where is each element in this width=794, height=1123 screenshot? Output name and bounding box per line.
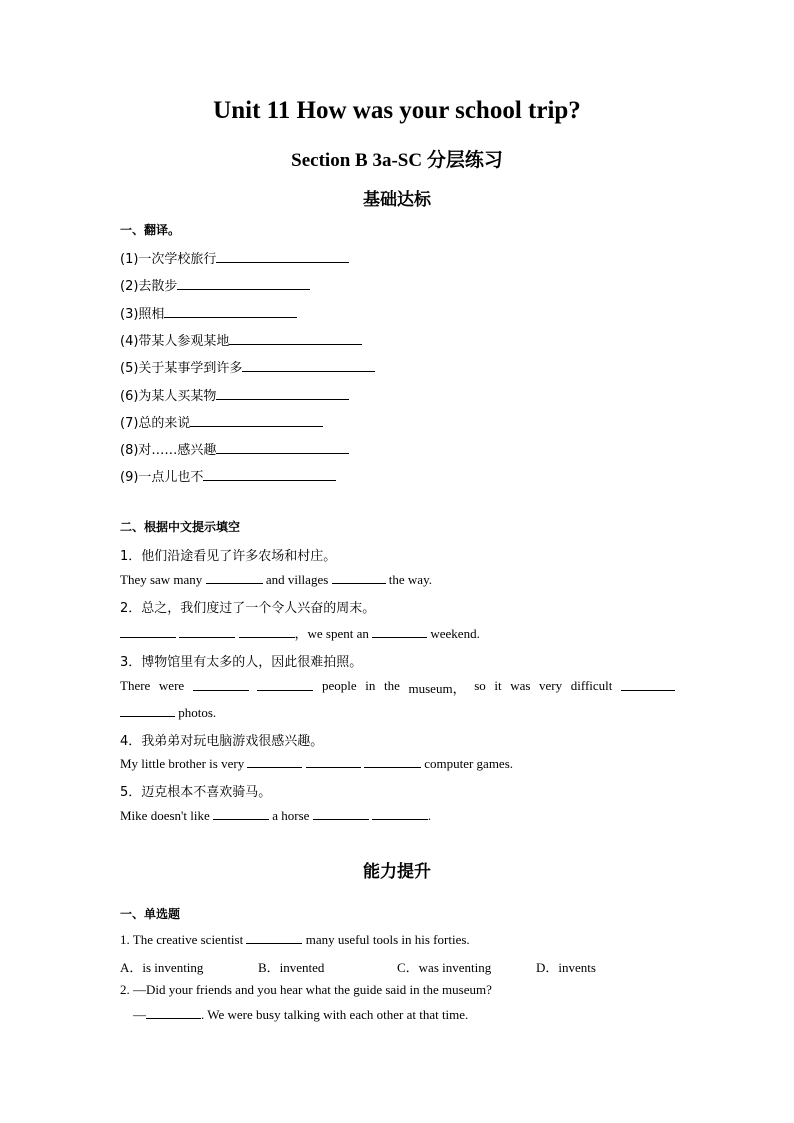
- answer-blank[interactable]: [177, 277, 310, 290]
- answer-blank[interactable]: [216, 441, 349, 454]
- answer-blank[interactable]: [164, 305, 297, 318]
- item-text: (9)一点儿也不: [120, 470, 204, 485]
- mc-q2-reply-text: . We were busy talking with each other at that time.: [201, 1007, 469, 1022]
- q3-word: was: [510, 678, 531, 693]
- q1-text-b: and villages: [262, 572, 332, 587]
- answer-blank[interactable]: [246, 931, 302, 944]
- q2-text-b: weekend.: [427, 626, 480, 641]
- q5-text-b: a horse: [268, 808, 313, 823]
- answer-blank[interactable]: [229, 332, 362, 345]
- q3-word: museum，: [408, 681, 466, 696]
- item-text: (2)去散步: [120, 279, 178, 294]
- q4-chinese: 4．我弟弟对玩电脑游戏很感兴趣。: [120, 734, 324, 749]
- item-text: (5)关于某事学到许多: [120, 361, 243, 376]
- mc-q1-text: 1. The creative scientist: [120, 932, 247, 947]
- mc-question-2-reply: [133, 1006, 468, 1023]
- q2-text-a: ，we spent an: [294, 626, 373, 641]
- item-text: (7)总的来说: [120, 416, 191, 431]
- basic-heading: 基础达标: [363, 190, 431, 210]
- part3-heading: 一、单选题: [120, 907, 181, 921]
- q1-english: [120, 571, 432, 588]
- q2-english: [120, 623, 480, 642]
- page-title: Unit 11 How was your school trip?: [213, 97, 581, 124]
- q3-word: very: [539, 678, 563, 693]
- translate-item-3: [120, 303, 297, 322]
- q3-word: in: [365, 678, 376, 693]
- q3-word: were: [158, 678, 185, 693]
- answer-blank[interactable]: [372, 807, 428, 820]
- answer-blank[interactable]: [206, 571, 263, 584]
- mc-question-1: [120, 931, 470, 948]
- answer-blank[interactable]: [203, 468, 336, 481]
- translate-item-7: [120, 412, 323, 431]
- answer-blank[interactable]: [313, 807, 369, 820]
- q4-text-a: My little brother is very: [120, 756, 248, 771]
- answer-blank[interactable]: [120, 625, 176, 638]
- q5-english: [120, 807, 431, 824]
- translate-item-4: [120, 330, 362, 349]
- answer-blank[interactable]: [179, 625, 235, 638]
- translate-item-1: [120, 248, 349, 267]
- translate-item-2: [120, 275, 310, 294]
- answer-blank[interactable]: [190, 414, 323, 427]
- q3-chinese: 3．博物馆里有太多的人，因此很难拍照。: [120, 655, 363, 670]
- part2-heading: 二、根据中文提示填空: [120, 520, 241, 534]
- mc-option-c[interactable]: C．was inventing: [397, 960, 492, 975]
- mc-option-a[interactable]: A．is inventing: [120, 960, 204, 975]
- mc-question-2: 2. —Did your friends and you hear what the guide said in the museum?: [120, 982, 492, 997]
- answer-blank[interactable]: [242, 359, 375, 372]
- answer-blank[interactable]: [257, 678, 313, 691]
- answer-blank[interactable]: [372, 625, 427, 638]
- answer-blank[interactable]: [239, 625, 295, 638]
- item-text: (6)为某人买某物: [120, 389, 217, 404]
- q3-text-end: photos.: [175, 705, 217, 720]
- answer-blank[interactable]: [247, 755, 302, 768]
- q1-chinese: 1．他们沿途看见了许多农场和村庄。: [120, 549, 337, 564]
- answer-blank[interactable]: [306, 755, 361, 768]
- answer-blank[interactable]: [621, 678, 675, 691]
- answer-blank[interactable]: [213, 807, 269, 820]
- answer-blank[interactable]: [216, 387, 349, 400]
- answer-blank[interactable]: [120, 704, 175, 717]
- q4-text-b: computer games.: [420, 756, 514, 771]
- q3-word: difficult: [570, 678, 613, 693]
- q3-word: the: [384, 678, 400, 693]
- mc-option-d[interactable]: D．invents: [536, 960, 596, 975]
- item-text: (4)带某人参观某地: [120, 334, 230, 349]
- dash: —: [133, 1007, 146, 1022]
- item-text: (3)照相: [120, 307, 165, 322]
- translate-item-6: [120, 385, 349, 404]
- mc-option-b[interactable]: B．invented: [258, 960, 325, 975]
- translate-item-8: [120, 439, 349, 458]
- q3-word: people: [322, 678, 357, 693]
- q1-text-c: the way.: [385, 572, 432, 587]
- answer-blank[interactable]: [364, 755, 421, 768]
- q2-chinese: 2．总之，我们度过了一个令人兴奋的周末。: [120, 601, 376, 616]
- q5-chinese: 5．迈克根本不喜欢骑马。: [120, 785, 272, 800]
- q3-word: it: [494, 678, 502, 693]
- answer-blank[interactable]: [216, 250, 349, 263]
- q4-english: [120, 755, 513, 772]
- translate-item-5: [120, 357, 375, 376]
- page-subtitle: Section B 3a-SC 分层练习: [291, 150, 503, 171]
- q3-word: There: [120, 678, 151, 693]
- part1-heading: 一、翻译。: [120, 223, 181, 237]
- item-text: (8)对……感兴趣: [120, 443, 217, 458]
- q3-english-line1: [120, 678, 675, 697]
- answer-blank[interactable]: [332, 571, 386, 584]
- item-text: (1)一次学校旅行: [120, 252, 217, 267]
- q3-word: so: [474, 678, 486, 693]
- translate-item-9: [120, 466, 336, 485]
- q1-text-a: They saw many: [120, 572, 206, 587]
- answer-blank[interactable]: [146, 1006, 201, 1019]
- q5-text-a: Mike doesn't like: [120, 808, 213, 823]
- advanced-heading: 能力提升: [363, 862, 431, 882]
- mc-q1-text-end: many useful tools in his forties.: [302, 932, 470, 947]
- q5-text-c: .: [427, 808, 432, 823]
- q3-english-line2: [120, 704, 216, 721]
- answer-blank[interactable]: [193, 678, 249, 691]
